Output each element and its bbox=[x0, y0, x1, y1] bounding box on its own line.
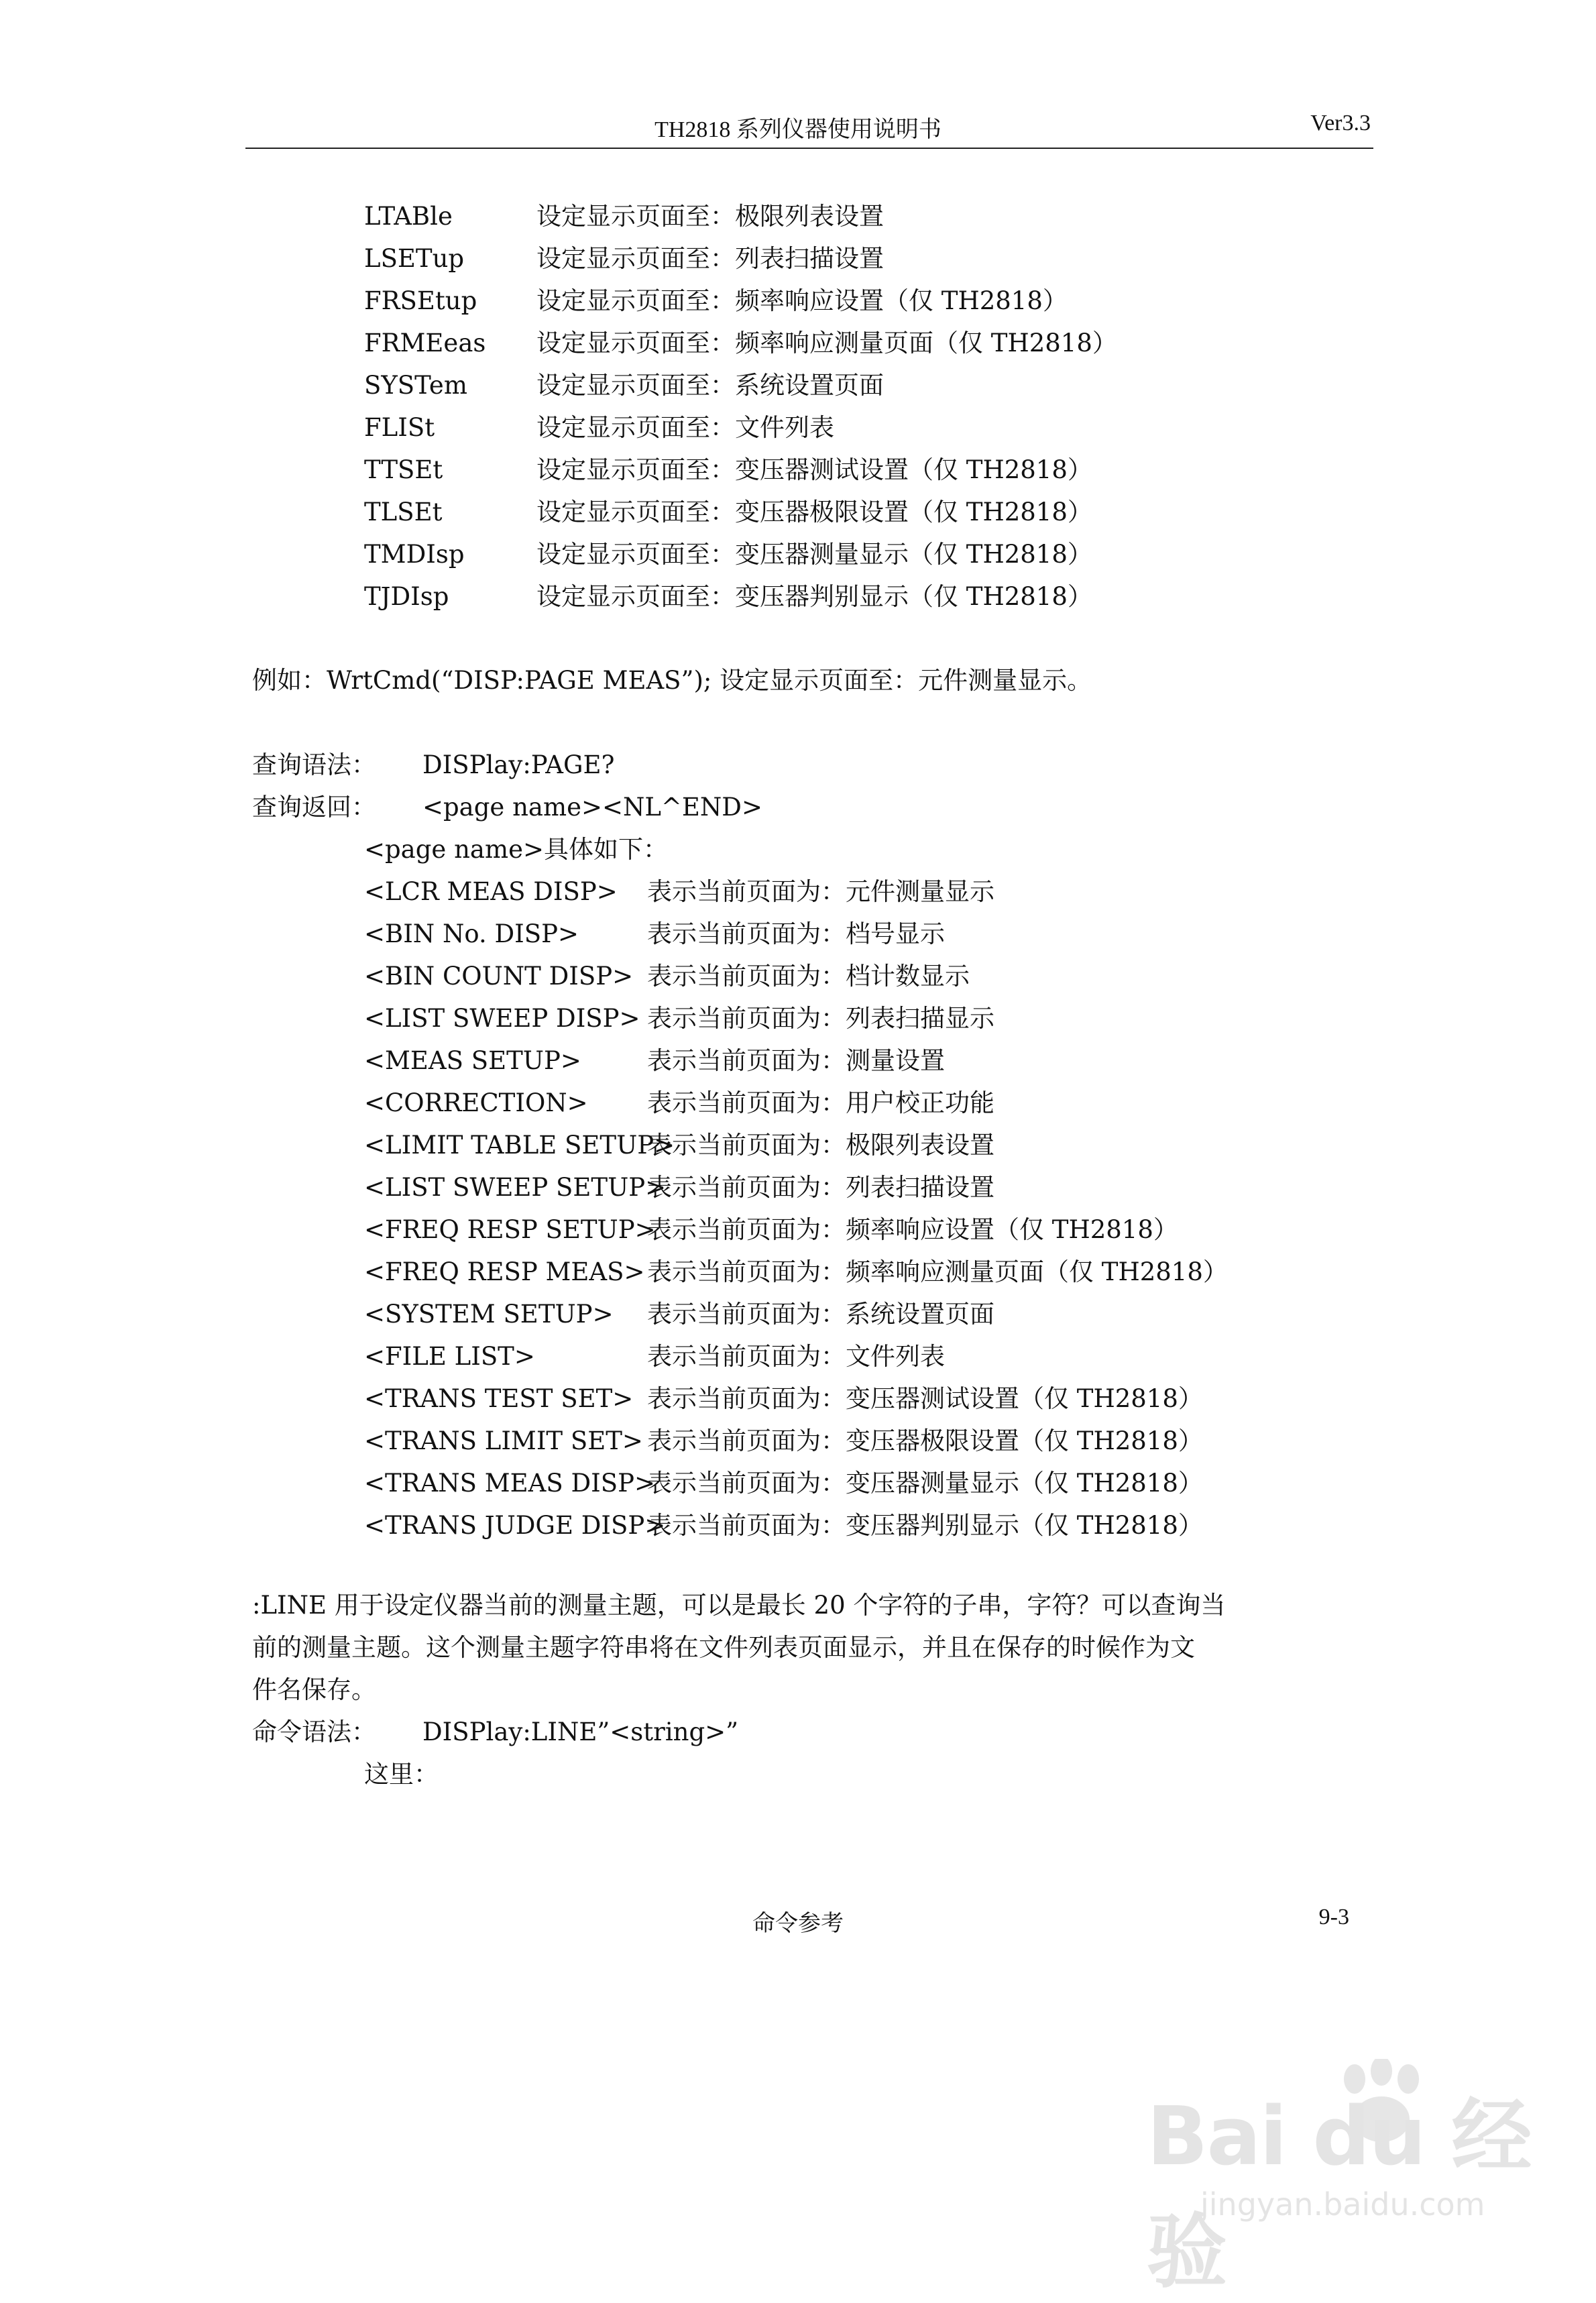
return-name: <BIN No. DISP> bbox=[364, 919, 579, 948]
return-description: 表示当前页面为：极限列表设置 bbox=[647, 1131, 994, 1160]
command-description: 设定显示页面至：文件列表 bbox=[536, 413, 834, 442]
command-description: 设定显示页面至：变压器测试设置（仅 TH2818） bbox=[536, 455, 1092, 484]
query-syntax-value: DISPlay:PAGE? bbox=[422, 750, 615, 779]
return-name: <LIMIT TABLE SETUP> bbox=[364, 1131, 675, 1160]
command-keyword: TMDIsp bbox=[364, 540, 465, 569]
return-name: <LIST SWEEP DISP> bbox=[364, 1004, 640, 1033]
baidu-jingyan-watermark bbox=[1106, 2059, 1549, 2299]
return-description: 表示当前页面为：元件测量显示 bbox=[647, 877, 994, 906]
query-return-value: <page name><NL^END> bbox=[422, 793, 762, 822]
command-keyword: FLISt bbox=[364, 413, 435, 442]
query-return-label: 查询返回： bbox=[252, 793, 376, 822]
return-description: 表示当前页面为：频率响应测量页面（仅 TH2818） bbox=[647, 1257, 1228, 1286]
watermark-url: jingyan.baidu.com bbox=[1200, 2186, 1485, 2223]
return-description: 表示当前页面为：变压器极限设置（仅 TH2818） bbox=[647, 1426, 1203, 1455]
return-name: <SYSTEM SETUP> bbox=[364, 1300, 614, 1329]
command-keyword: LSETup bbox=[364, 244, 465, 273]
return-name: <MEAS SETUP> bbox=[364, 1046, 581, 1075]
return-name: <LCR MEAS DISP> bbox=[364, 877, 618, 906]
return-name: <FREQ RESP MEAS> bbox=[364, 1257, 645, 1286]
header-divider bbox=[245, 148, 1373, 149]
command-description: 设定显示页面至：变压器测量显示（仅 TH2818） bbox=[536, 540, 1092, 569]
return-name: <TRANS JUDGE DISP> bbox=[364, 1511, 666, 1540]
header-version: Ver3.3 bbox=[1310, 111, 1371, 135]
return-name: <FILE LIST> bbox=[364, 1342, 535, 1371]
command-description: 设定显示页面至：变压器判别显示（仅 TH2818） bbox=[536, 582, 1092, 611]
return-description: 表示当前页面为：文件列表 bbox=[647, 1342, 945, 1371]
return-description: 表示当前页面为：用户校正功能 bbox=[647, 1088, 994, 1117]
return-description: 表示当前页面为：变压器测试设置（仅 TH2818） bbox=[647, 1384, 1203, 1413]
command-keyword: TJDIsp bbox=[364, 582, 449, 611]
return-name: <TRANS TEST SET> bbox=[364, 1384, 634, 1413]
footer-title: 命令参考 bbox=[752, 1910, 844, 1937]
return-description: 表示当前页面为：变压器测量显示（仅 TH2818） bbox=[647, 1469, 1203, 1498]
command-description: 设定显示页面至：频率响应测量页面（仅 TH2818） bbox=[536, 329, 1117, 357]
header-title: TH2818 系列仪器使用说明书 bbox=[654, 117, 942, 142]
watermark-logo: Bai du 经验 bbox=[1147, 2090, 1531, 2299]
command-description: 设定显示页面至：频率响应设置（仅 TH2818） bbox=[536, 286, 1068, 315]
return-description: 表示当前页面为：档号显示 bbox=[647, 919, 945, 948]
return-description: 表示当前页面为：档计数显示 bbox=[647, 962, 970, 991]
return-name: <LIST SWEEP SETUP> bbox=[364, 1173, 667, 1202]
command-keyword: FRSEtup bbox=[364, 286, 477, 315]
command-description: 设定显示页面至：列表扫描设置 bbox=[536, 244, 884, 273]
return-description: 表示当前页面为：频率响应设置（仅 TH2818） bbox=[647, 1215, 1178, 1244]
return-name: <BIN COUNT DISP> bbox=[364, 962, 634, 991]
command-keyword: TTSEt bbox=[364, 455, 443, 484]
return-name: <TRANS LIMIT SET> bbox=[364, 1426, 643, 1455]
command-syntax-value: DISPlay:LINE”<string>” bbox=[422, 1718, 739, 1746]
return-name: <CORRECTION> bbox=[364, 1088, 588, 1117]
return-intro: <page name>具体如下： bbox=[364, 835, 668, 864]
return-description: 表示当前页面为：列表扫描设置 bbox=[647, 1173, 994, 1202]
example-line: 例如：WrtCmd(“DISP:PAGE MEAS”); 设定显示页面至：元件测量显示。 bbox=[252, 666, 1092, 695]
command-keyword: SYSTem bbox=[364, 371, 467, 400]
command-description: 设定显示页面至：变压器极限设置（仅 TH2818） bbox=[536, 498, 1092, 526]
command-description: 设定显示页面至：系统设置页面 bbox=[536, 371, 884, 400]
return-description: 表示当前页面为：测量设置 bbox=[647, 1046, 945, 1075]
return-description: 表示当前页面为：列表扫描显示 bbox=[647, 1004, 994, 1033]
command-description: 设定显示页面至：极限列表设置 bbox=[536, 202, 884, 231]
query-syntax-label: 查询语法： bbox=[252, 750, 376, 779]
paragraph-line: 件名保存。 bbox=[252, 1675, 376, 1704]
return-name: <FREQ RESP SETUP> bbox=[364, 1215, 656, 1244]
command-keyword: LTABle bbox=[364, 202, 453, 231]
return-description: 表示当前页面为：系统设置页面 bbox=[647, 1300, 994, 1329]
command-syntax-label: 命令语法： bbox=[252, 1718, 376, 1746]
command-keyword: FRMEeas bbox=[364, 329, 486, 357]
command-keyword: TLSEt bbox=[364, 498, 443, 526]
return-name: <TRANS MEAS DISP> bbox=[364, 1469, 655, 1498]
return-description: 表示当前页面为：变压器判别显示（仅 TH2818） bbox=[647, 1511, 1203, 1540]
here-label: 这里： bbox=[364, 1760, 439, 1789]
footer-page-number: 9-3 bbox=[1318, 1905, 1349, 1929]
paragraph-line: 前的测量主题。这个测量主题字符串将在文件列表页面显示，并且在保存的时候作为文 bbox=[252, 1633, 1195, 1662]
paragraph-line: :LINE 用于设定仪器当前的测量主题，可以是最长 20 个字符的子串，字符？可以查询当 bbox=[252, 1591, 1226, 1620]
